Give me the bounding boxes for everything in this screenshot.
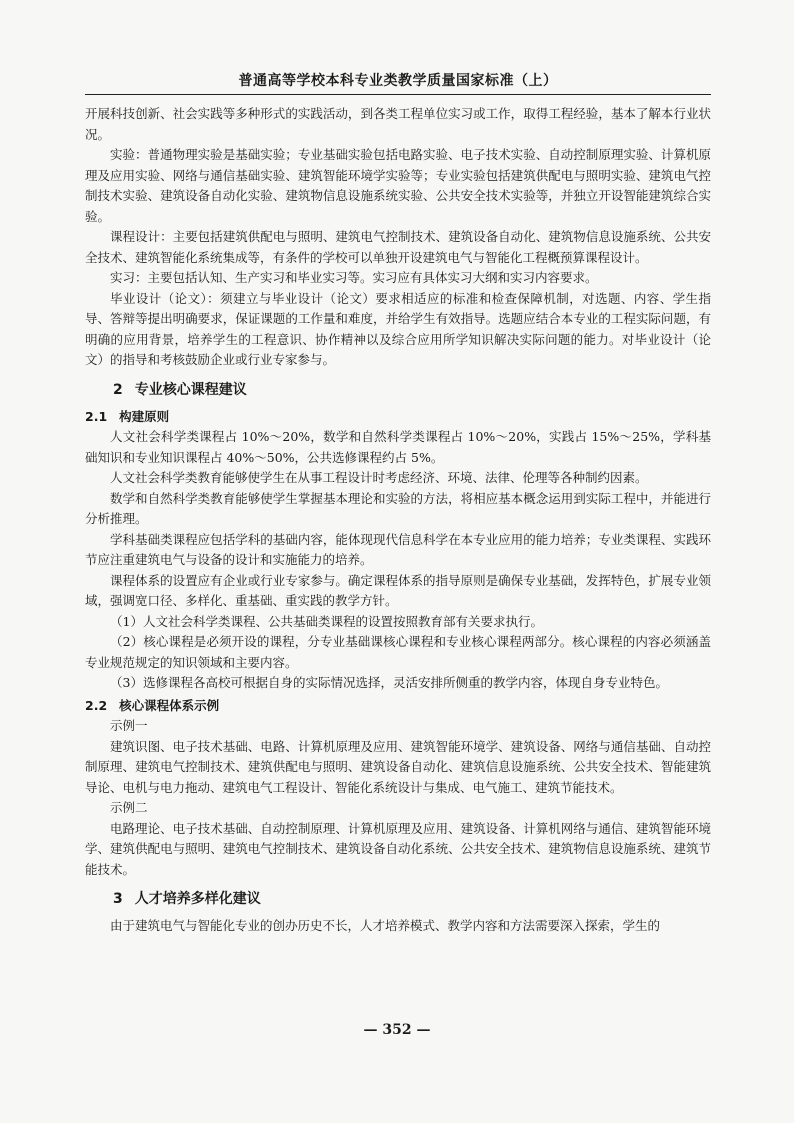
example-text: 电路理论、电子技术基础、自动控制原理、计算机原理及应用、建筑设备、计算机网络与通信、建筑智能环境学、建筑供配电与照明、建筑电气控制技术、建筑设备自动化系统、公共安全技术、建筑物信息设施系统、建筑节能技术。 (85, 820, 711, 877)
section-number: 3 (113, 891, 123, 907)
paragraph: 人文社会科学类课程占 10%～20%，数学和自然科学类课程占 10%～20%，实践占 15%～25%，学科基础知识和专业知识课程占 40%～50%，公共选修课程约占 5%。 (85, 429, 711, 465)
paragraph: 实习：主要包括认知、生产实习和毕业实习等。实习应有具体实习大纲和实习内容要求。 (110, 270, 598, 285)
paragraph: （3）选修课程各高校可根据自身的实际情况选择，灵活安排所侧重的教学内容，体现自身专业特色。 (110, 675, 668, 690)
paragraph: （1）人文社会科学类课程、公共基础类课程的设置按照教育部有关要求执行。 (110, 613, 543, 629)
subsection-heading (85, 696, 711, 717)
example-text: 建筑识图、电子技术基础、电路、计算机原理及应用、建筑智能环境学、建筑设备、网络与通信基础、自动控制原理、建筑电气控制技术、建筑供配电与照明、建筑设备自动化、建筑信息设施系统、公共安全技术、智能建筑导论、电机与电力拖动、建筑电气工程设计、智能化系统设计与集成、电气施工、建筑节能技术。 (85, 738, 711, 795)
paragraph: 课程体系的设置应有企业或行业专家参与。确定课程体系的指导原则是确保专业基础，发挥特色，扩展专业领域，强调宽口径、多样化、重基础、重实践的教学方针。 (85, 572, 711, 608)
example-label: 示例一 (110, 718, 148, 733)
subsection-number: 2.2 (85, 697, 108, 713)
section-heading (85, 379, 711, 401)
paragraph: 课程设计：主要包括建筑供配电与照明、建筑电气控制技术、建筑设备自动化、建筑物信息设施系统、公共安全技术、建筑智能化系统集成等，有条件的学校可以单独开设建筑电气与智能化工程概预算课程设计。 (85, 229, 711, 265)
intro-paragraphs (85, 104, 711, 371)
paragraph: 由于建筑电气与智能化专业的创办历史不长，人才培养模式、教学内容和方法需要深入探索，学生的 (110, 918, 661, 933)
principles-paragraphs (85, 427, 711, 694)
paragraph: 开展科技创新、社会实践等多种形式的实践活动，到各类工程单位实习或工作，取得工程经验，基本了解本行业状况。 (85, 106, 711, 142)
paragraph: 毕业设计（论文）：须建立与毕业设计（论文）要求相适应的标准和检查保障机制，对选题、内容、学生指导、答辩等提出明确要求，保证课题的工作量和难度，并给学生有效指导。选题应结合本专业的工程实际问题，有明确的应用背景，培养学生的工程意识、协作精神以及综合应用所学知识解决实际问题的能力。对毕业设计（论文）的指导和考核鼓励企业或行业专家参与。 (85, 290, 711, 367)
page-body (85, 104, 711, 937)
subsection-number: 2.1 (85, 408, 108, 424)
paragraph: 人文社会科学类教育能够使学生在从事工程设计时考虑经济、环境、法律、伦理等各种制约因素。 (110, 470, 648, 485)
subsection-heading (85, 407, 711, 428)
section-number: 2 (113, 381, 123, 398)
subsection-title: 核心课程体系示例 (119, 697, 220, 713)
section-heading (85, 888, 711, 910)
running-header: 普通高等学校本科专业类教学质量国家标准（上） (85, 66, 711, 95)
paragraph: 实验：普通物理实验是基础实验；专业基础实验包括电路实验、电子技术实验、自动控制原理实验、计算机原理及应用实验、网络与通信基础实验、建筑智能环境学实验等；专业实验包括建筑供配电与照明实验、建筑电气控制技术实验、建筑设备自动化实验、建筑物信息设施系统实验、公共安全技术实验等，并独立开设智能建筑综合实验。 (85, 147, 711, 224)
subsection-title: 构建原则 (119, 408, 170, 424)
paragraph: （2）核心课程是必须开设的课程，分专业基础课核心课程和专业核心课程两部分。核心课程的内容必须涵盖专业规范规定的知识领域和主要内容。 (85, 634, 711, 670)
section-title: 专业核心课程建议 (134, 381, 247, 398)
example-label: 示例二 (110, 800, 148, 815)
page-number: — 352 — (363, 1022, 431, 1038)
paragraph: 学科基础类课程应包括学科的基础内容，能体现现代信息科学在本专业应用的能力培养；专业类课程、实践环节应注重建筑电气与设备的设计和实施能力的培养。 (85, 531, 711, 567)
paragraph: 数学和自然科学类教育能够使学生掌握基本理论和实验的方法，将相应基本概念运用到实际工程中，并能进行分析推理。 (85, 490, 711, 526)
section-title: 人才培养多样化建议 (134, 891, 261, 907)
